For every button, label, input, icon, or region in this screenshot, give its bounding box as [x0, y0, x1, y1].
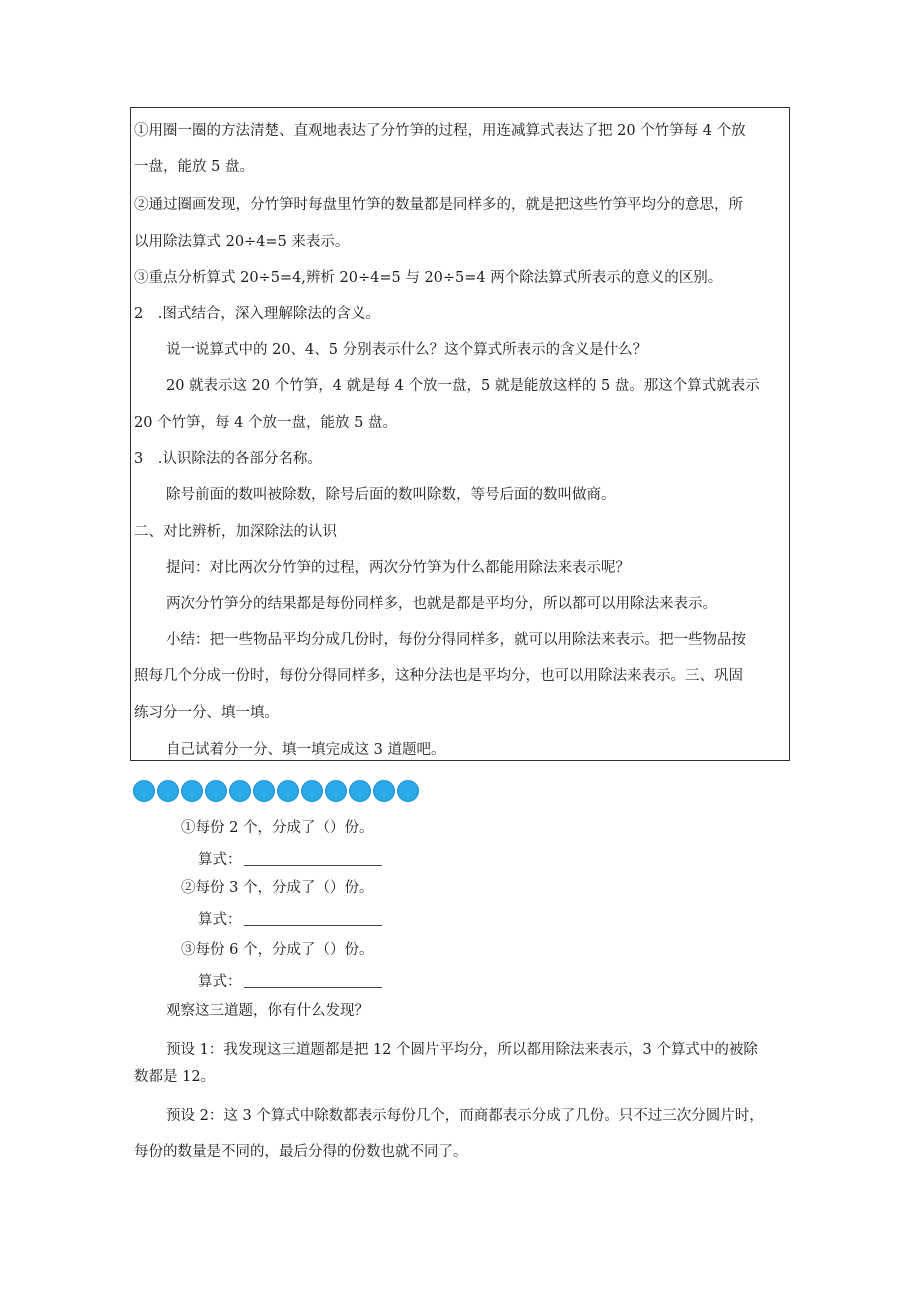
exercise-1: ①每份 2 个，分成了（）份。 — [181, 820, 374, 836]
box-line: 二、对比辨析，加深除法的认识 — [134, 524, 337, 540]
preset-2-line-2: 每份的数量是不同的，最后分得的份数也就不同了。 — [134, 1144, 468, 1160]
formula-line-3 — [198, 972, 382, 992]
circle-counter — [397, 780, 419, 802]
formula-label: 算式： — [198, 912, 242, 928]
box-line: 提问：对比两次分竹笋的过程，两次分竹笋为什么都能用除法来表示呢？ — [166, 560, 630, 576]
answer-blank-1[interactable] — [244, 851, 382, 866]
box-line: 以用除法算式 20÷4=5 来表示。 — [134, 234, 350, 250]
circle-counter — [205, 780, 227, 802]
circle-counter — [181, 780, 203, 802]
box-line: 一盘，能放 5 盘。 — [134, 159, 254, 175]
box-line: 自己试着分一分、填一填完成这 3 道题吧。 — [166, 742, 446, 758]
answer-blank-3[interactable] — [244, 973, 382, 988]
box-line: 20 个竹笋，每 4 个放一盘，能放 5 盘。 — [134, 415, 397, 431]
preset-1-line-2: 数都是 12。 — [134, 1069, 216, 1085]
circle-counter — [301, 780, 323, 802]
observe-question: 观察这三道题，你有什么发现？ — [166, 1003, 369, 1019]
circle-counter — [277, 780, 299, 802]
box-line: 练习分一分、填一填。 — [134, 705, 279, 721]
formula-line-2 — [198, 910, 382, 930]
formula-label: 算式： — [198, 852, 242, 868]
preset-2-line-1: 预设 2：这 3 个算式中除数都表示每份几个，而商都表示分成了几份。只不过三次分圆片时， — [166, 1108, 764, 1124]
box-line: 两次分竹笋分的结果都是每份同样多，也就是都是平均分，所以都可以用除法来表示。 — [166, 596, 717, 612]
circle-counter — [373, 780, 395, 802]
box-line: 照每几个分成一份时，每份分得同样多，这种分法也是平均分，也可以用除法来表示。三、巩固 — [134, 668, 743, 684]
box-line: 20 就表示这 20 个竹笋，4 就是每 4 个放一盘，5 就是能放这样的 5 盘。那这个算式就表示 — [166, 378, 760, 394]
box-line: ③重点分析算式 20÷5=4,辨析 20÷4=5 与 20÷5=4 两个除法算式所表示的意义的区别。 — [134, 270, 723, 286]
circle-counter — [229, 780, 251, 802]
box-line: 3 .认识除法的各部分名称。 — [134, 451, 322, 467]
circle-counter — [325, 780, 347, 802]
exercise-2: ②每份 3 个，分成了（）份。 — [181, 880, 374, 896]
box-line: 2 .图式结合，深入理解除法的含义。 — [134, 306, 380, 322]
circle-counter — [157, 780, 179, 802]
preset-1-line-1: 预设 1：我发现这三道题都是把 12 个圆片平均分，所以都用除法来表示，3 个算式中的被除 — [166, 1042, 758, 1058]
box-line: 小结：把一些物品平均分成几份时，每份分得同样多，就可以用除法来表示。把一些物品按 — [166, 632, 746, 648]
answer-blank-2[interactable] — [244, 911, 382, 926]
circle-counter — [253, 780, 275, 802]
box-line: 除号前面的数叫被除数，除号后面的数叫除数，等号后面的数叫做商。 — [166, 487, 616, 503]
circle-counter — [133, 780, 155, 802]
formula-label: 算式： — [198, 974, 242, 990]
box-line: ②通过圈画发现，分竹笋时每盘里竹笋的数量都是同样多的，就是把这些竹笋平均分的意思，所 — [134, 197, 743, 213]
circle-counter — [349, 780, 371, 802]
box-line: 说一说算式中的 20、4、5 分别表示什么？这个算式所表示的含义是什么？ — [166, 342, 648, 358]
formula-line-1 — [198, 850, 382, 870]
exercise-3: ③每份 6 个，分成了（）份。 — [181, 942, 374, 958]
box-line: ①用圈一圈的方法清楚、直观地表达了分竹笋的过程，用连减算式表达了把 20 个竹笋每 4 个放 — [134, 123, 746, 139]
